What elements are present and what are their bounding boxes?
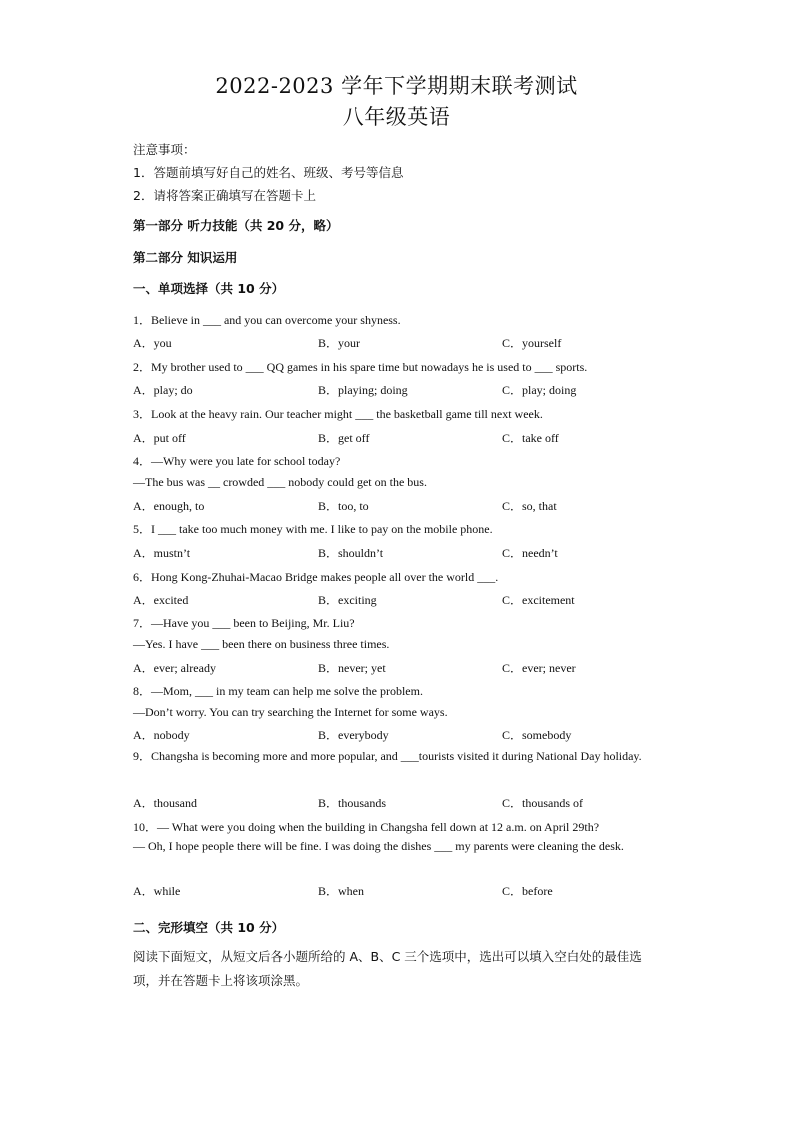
question-2-option-a: A．play; do: [133, 383, 193, 397]
question-6-stem: 6．Hong Kong-Zhuhai-Macao Bridge makes people all over the world ___.: [133, 570, 499, 584]
question-9-option-c: C．thousands of: [502, 796, 584, 810]
question-8-option-b: B．everybody: [318, 728, 389, 742]
question-7-stem-line-2: —Yes. I have ___ been there on business three times.: [133, 637, 390, 651]
exam-subtitle: 八年级英语: [342, 105, 451, 129]
question-5-option-c: C．needn’t: [502, 546, 558, 560]
question-4-option-c: C．so, that: [502, 499, 557, 513]
section-cloze: 二、完形填空（共 10 分）: [133, 920, 285, 935]
question-1-stem: 1．Believe in ___ and you can overcome your shyness.: [133, 313, 401, 327]
cloze-instruction: 阅读下面短文，从短文后各小题所给的 A、B、C 三个选项中，选出可以填入空白处的最佳选项，并在答题卡上将该项涂黑。: [133, 949, 642, 988]
question-1-option-c: C．yourself: [502, 336, 562, 350]
question-2-option-c: C．play; doing: [502, 383, 577, 397]
question-5-option-b: B．shouldn’t: [318, 546, 384, 560]
question-3-stem: 3．Look at the heavy rain. Our teacher might ___ the basketball game till next week.: [133, 407, 543, 421]
question-7-option-a: A．ever; already: [133, 661, 216, 675]
question-1-option-b: B．your: [318, 336, 361, 350]
question-3-option-b: B．get off: [318, 431, 370, 445]
question-9-option-a: A．thousand: [133, 796, 197, 810]
question-10-option-b: B．when: [318, 884, 364, 898]
section-part1: 第一部分 听力技能（共 20 分，略）: [133, 218, 339, 233]
question-10-stem-line-2: — Oh, I hope people there will be fine. I was doing the dishes ___ my parents were cleaning the desk.: [133, 839, 624, 853]
question-9-stem: 9．Changsha is becoming more and more popular, and ___tourists visited it during National Day holiday.: [133, 749, 642, 763]
notes-item-2: 2．请将答案正确填写在答题卡上: [133, 188, 316, 203]
question-3-option-c: C．take off: [502, 431, 559, 445]
question-4-stem-line-2: —The bus was __ crowded ___ nobody could get on the bus.: [133, 475, 427, 489]
question-6-option-b: B．exciting: [318, 593, 377, 607]
question-8-stem-line-2: —Don’t worry. You can try searching the Internet for some ways.: [133, 705, 448, 719]
question-2-stem: 2．My brother used to ___ QQ games in his spare time but nowadays he is used to ___ sports.: [133, 360, 588, 374]
question-10-option-a: A．while: [133, 884, 181, 898]
question-7-option-c: C．ever; never: [502, 661, 576, 675]
question-7-option-b: B．never; yet: [318, 661, 386, 675]
exam-title: 2022-2023 学年下学期期末联考测试: [215, 74, 578, 98]
question-2-option-b: B．playing; doing: [318, 383, 408, 397]
question-4-option-a: A．enough, to: [133, 499, 205, 513]
notes-item-1: 1．答题前填写好自己的姓名、班级、考号等信息: [133, 165, 404, 180]
section-part2: 第二部分 知识运用: [133, 250, 238, 265]
question-5-option-a: A．mustn’t: [133, 546, 191, 560]
question-7-stem-line-1: 7．—Have you ___ been to Beijing, Mr. Liu?: [133, 616, 355, 630]
question-4-option-b: B．too, to: [318, 499, 369, 513]
notes-heading: 注意事项：: [133, 142, 196, 157]
question-8-stem-line-1: 8．—Mom, ___ in my team can help me solve the problem.: [133, 684, 423, 698]
question-1-option-a: A．you: [133, 336, 172, 350]
question-10-option-c: C．before: [502, 884, 553, 898]
question-3-option-a: A．put off: [133, 431, 186, 445]
question-8-option-c: C．somebody: [502, 728, 572, 742]
question-9-option-b: B．thousands: [318, 796, 387, 810]
question-10-stem-line-1: 10．— What were you doing when the building in Changsha fell down at 12 a.m. on April 29th?: [133, 820, 600, 834]
question-4-stem-line-1: 4．—Why were you late for school today?: [133, 454, 341, 468]
section-single-choice: 一、单项选择（共 10 分）: [133, 281, 285, 296]
question-5-stem: 5．I ___ take too much money with me. I like to pay on the mobile phone.: [133, 522, 493, 536]
question-8-option-a: A．nobody: [133, 728, 190, 742]
question-6-option-a: A．excited: [133, 593, 189, 607]
question-6-option-c: C．excitement: [502, 593, 575, 607]
